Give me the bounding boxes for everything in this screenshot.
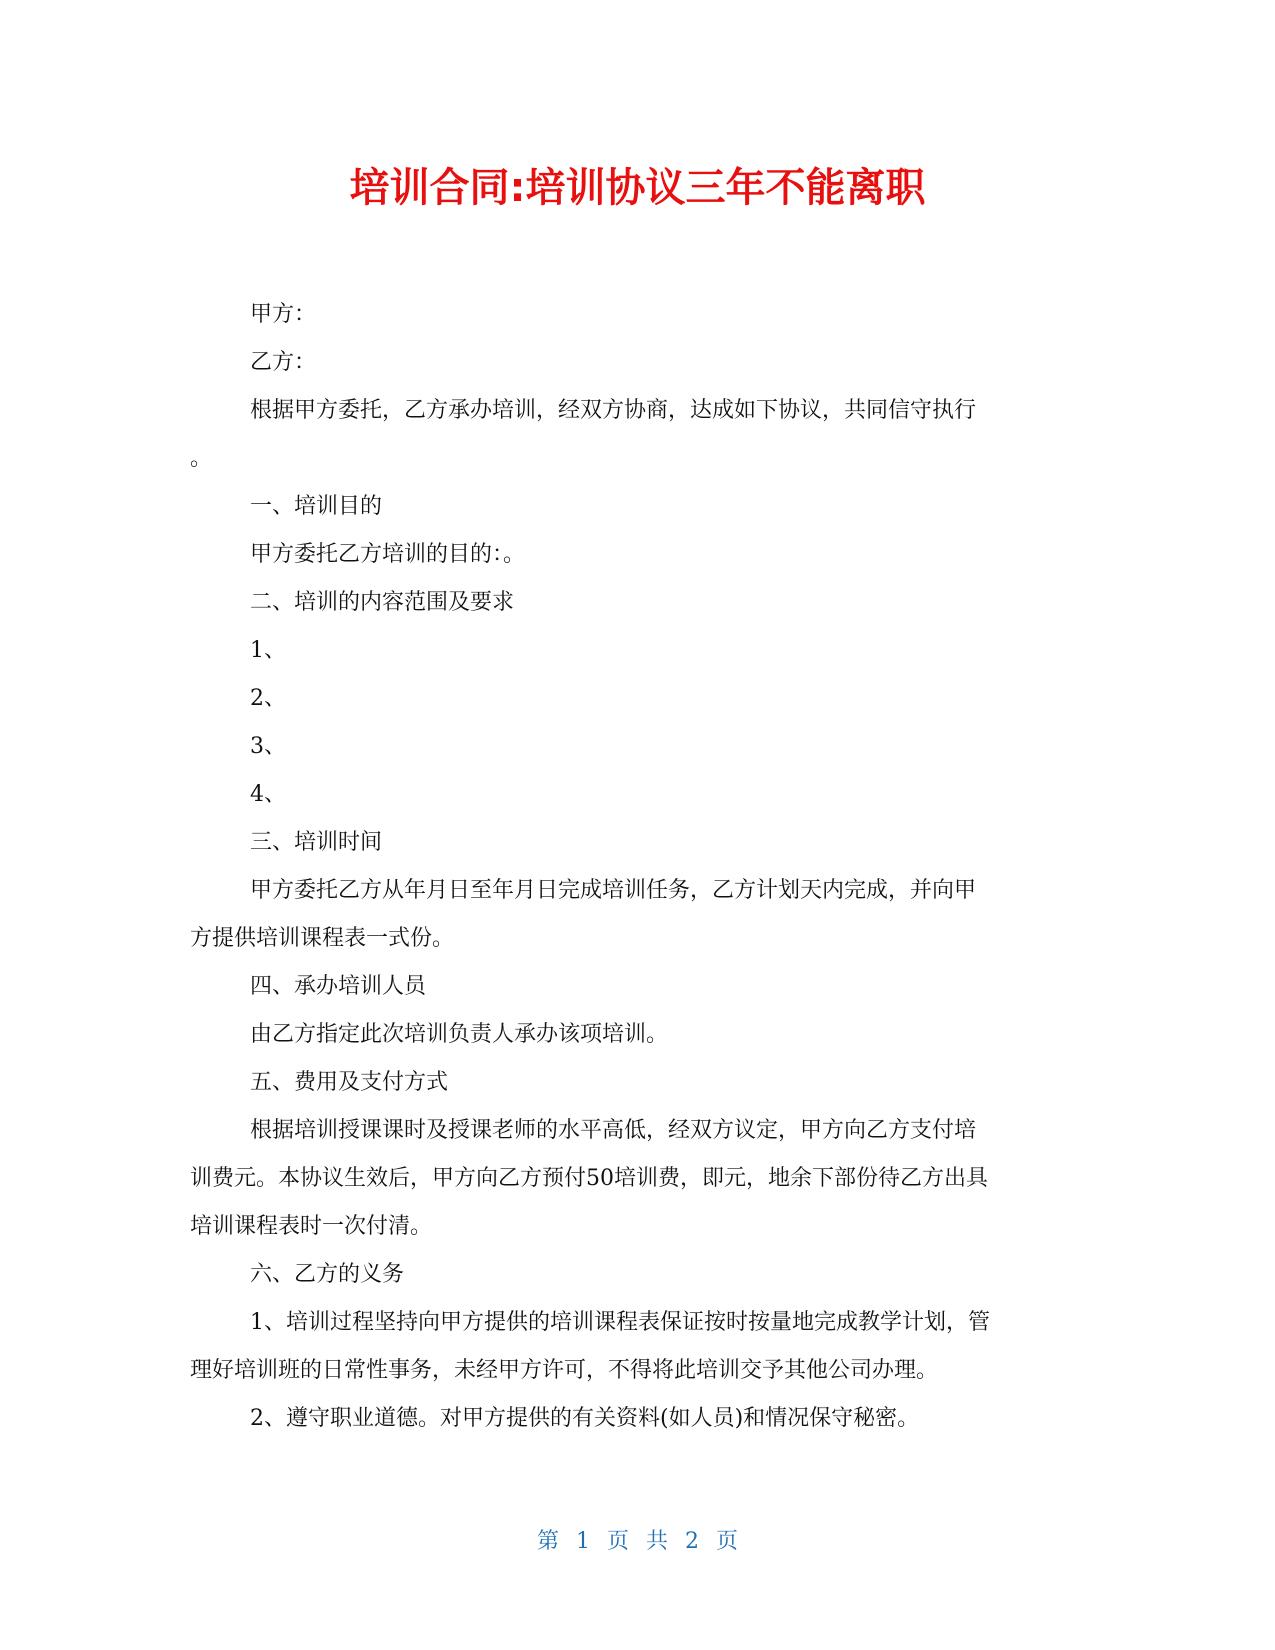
document-body (190, 291, 1090, 1443)
paragraph-line: 甲方委托乙方从年月日至年月日完成培训任务，乙方计划天内完成，并向甲 (250, 878, 977, 903)
list-item: 2、 (250, 686, 286, 711)
document-title: 培训合同:培训协议三年不能离职 (349, 165, 926, 211)
paragraph-line: 根据培训授课课时及授课老师的水平高低，经双方议定，甲方向乙方支付培 (250, 1118, 977, 1143)
section-heading: 六、乙方的义务 (250, 1262, 405, 1287)
party-a-line: 甲方： (250, 302, 317, 327)
party-b-line: 乙方： (250, 350, 317, 375)
list-item: 1、 (250, 638, 286, 663)
paragraph-line: 1、培训过程坚持向甲方提供的培训课程表保证按时按量地完成教学计划，管 (250, 1310, 990, 1335)
section-heading: 三、培训时间 (250, 830, 383, 855)
paragraph-line: 甲方委托乙方培训的目的：。 (250, 542, 526, 567)
paragraph-line: 由乙方指定此次培训负责人承办该项培训。 (250, 1022, 669, 1047)
paragraph-line: 方提供培训课程表一式份。 (190, 926, 455, 951)
paragraph-line: 理好培训班的日常性事务，未经甲方许可，不得将此培训交予其他公司办理。 (190, 1358, 939, 1383)
intro-paragraph-line: 根据甲方委托，乙方承办培训，经双方协商，达成如下协议，共同信守执行 (250, 398, 977, 423)
list-item: 3、 (250, 734, 286, 759)
section-heading: 五、费用及支付方式 (250, 1070, 449, 1095)
intro-paragraph-line: 。 (190, 446, 213, 471)
paragraph-line: 2、遵守职业道德。对甲方提供的有关资料(如人员)和情况保守秘密。 (250, 1406, 920, 1431)
list-item: 4、 (250, 782, 286, 807)
section-heading: 一、培训目的 (250, 494, 383, 519)
paragraph-line: 培训课程表时一次付清。 (190, 1214, 433, 1239)
paragraph-line: 训费元。本协议生效后，甲方向乙方预付50培训费，即元，地余下部份待乙方出具 (190, 1166, 988, 1191)
section-heading: 二、培训的内容范围及要求 (250, 590, 515, 615)
section-heading: 四、承办培训人员 (250, 974, 427, 999)
page-number-footer: 第 1 页 共 2 页 (537, 1529, 738, 1554)
